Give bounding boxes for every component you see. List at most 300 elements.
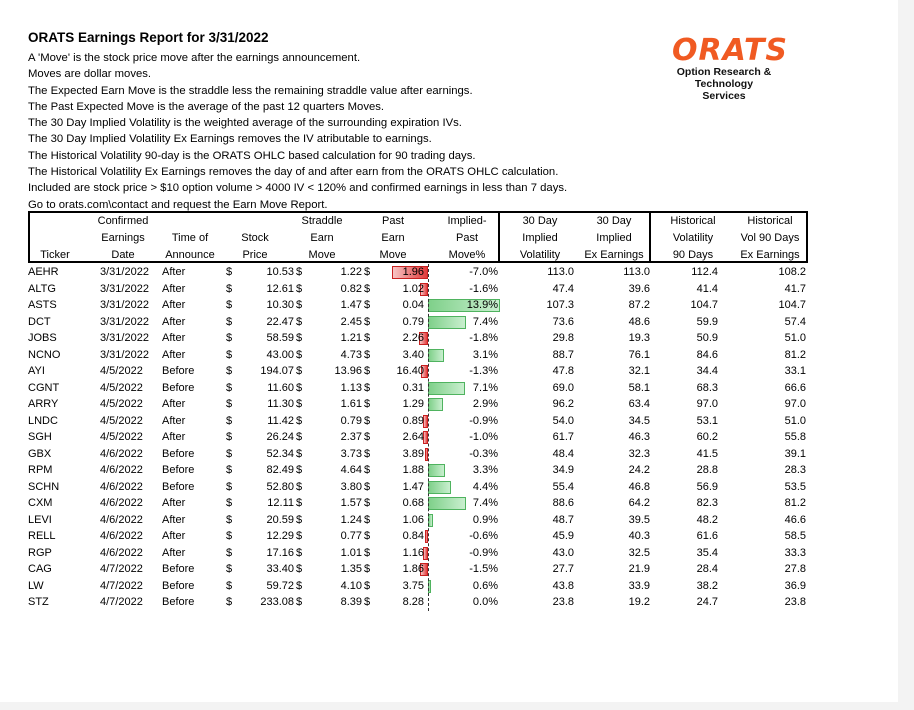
table-row	[28, 479, 810, 496]
cell-dollar2: $	[296, 282, 303, 295]
cell-implied-pct: 13.9%	[466, 299, 498, 311]
cell-dollar1: $	[226, 381, 233, 394]
cell-straddle: 1.57	[340, 497, 362, 509]
cell-past: 1.47	[402, 480, 424, 493]
cell-date: 4/6/2022	[100, 497, 143, 509]
note-line: Moves are dollar moves.	[28, 68, 152, 81]
cell-price: 52.80	[266, 480, 294, 493]
cell-price: 43.00	[266, 348, 294, 361]
cell-iv30ex: 46.8	[628, 480, 650, 493]
cell-time: After	[162, 546, 186, 559]
cell-iv30: 34.9	[552, 464, 574, 476]
cell-past: 16.40	[396, 365, 424, 377]
cell-time: After	[162, 266, 186, 278]
cell-dollar2: $	[296, 480, 303, 493]
cell-dollar2: $	[296, 513, 303, 526]
cell-implied-pct: 7.4%	[472, 315, 498, 328]
cell-dollar3: $	[364, 464, 371, 476]
cell-iv30ex: 32.3	[628, 447, 650, 460]
cell-ticker: AYI	[28, 365, 45, 377]
cell-implied-pct: -1.8%	[469, 332, 498, 344]
cell-straddle: 3.80	[340, 480, 362, 493]
cell-dollar2: $	[296, 332, 303, 344]
cell-dollar1: $	[226, 464, 233, 476]
cell-iv30: 88.7	[552, 348, 574, 361]
cell-date: 4/5/2022	[100, 431, 143, 443]
cell-hv90ex: 57.4	[784, 315, 806, 328]
cell-straddle: 0.82	[340, 282, 362, 295]
cell-date: 4/6/2022	[100, 546, 143, 559]
cell-implied-pct: 3.1%	[472, 348, 498, 361]
note-line: Go to orats.com\contact and request the Earn Move Report.	[28, 198, 328, 211]
cell-hv90ex: 104.7	[778, 299, 806, 311]
cell-iv30: 48.4	[552, 447, 574, 460]
cell-ticker: STZ	[28, 596, 49, 608]
cell-time: Before	[162, 596, 195, 608]
cell-ticker: ALTG	[28, 282, 56, 295]
cell-straddle: 1.22	[340, 266, 362, 278]
table-row	[28, 396, 810, 413]
cell-hv90: 59.9	[696, 315, 718, 328]
cell-past: 2.26	[402, 332, 424, 344]
cell-iv30: 54.0	[552, 414, 574, 427]
cell-time: After	[162, 497, 186, 509]
cell-dollar3: $	[364, 546, 371, 559]
cell-hv90ex: 36.9	[784, 579, 806, 592]
cell-straddle: 1.01	[340, 546, 362, 559]
cell-ticker: CAG	[28, 563, 52, 575]
cell-date: 3/31/2022	[100, 315, 149, 328]
cell-hv90: 28.8	[696, 464, 718, 476]
cell-dollar1: $	[226, 282, 233, 295]
zero-axis	[428, 264, 429, 611]
cell-time: After	[162, 398, 186, 410]
cell-hv90: 104.7	[690, 299, 718, 311]
cell-straddle: 1.13	[340, 381, 362, 394]
cell-price: 82.49	[266, 464, 294, 476]
cell-price: 59.72	[266, 579, 294, 592]
header-straddle: Straddle Earn Move	[301, 215, 343, 261]
header-iv30: 30 Day Implied Volatility	[519, 215, 561, 261]
cell-dollar3: $	[364, 563, 371, 575]
cell-iv30: 48.7	[552, 513, 574, 526]
cell-dollar2: $	[296, 579, 303, 592]
cell-hv90: 61.6	[696, 530, 718, 542]
cell-dollar1: $	[226, 398, 233, 410]
cell-implied-pct: -0.9%	[469, 546, 498, 559]
cell-iv30: 47.8	[552, 365, 574, 377]
cell-hv90: 28.4	[696, 563, 718, 575]
note-line: The 30 Day Implied Volatility is the weighted average of the surrounding expiration IVs.	[28, 117, 462, 130]
table-row	[28, 561, 810, 578]
cell-hv90: 50.9	[696, 332, 718, 344]
cell-time: Before	[162, 447, 195, 460]
cell-date: 4/6/2022	[100, 513, 143, 526]
cell-iv30: 47.4	[552, 282, 574, 295]
cell-dollar2: $	[296, 315, 303, 328]
cell-dollar3: $	[364, 266, 371, 278]
logo-line-1: Option Research &	[676, 66, 772, 78]
cell-dollar2: $	[296, 546, 303, 559]
cell-implied-pct: 0.6%	[472, 579, 498, 592]
cell-iv30ex: 39.6	[628, 282, 650, 295]
report-notes	[28, 50, 567, 213]
cell-price: 20.59	[266, 513, 294, 526]
cell-dollar1: $	[226, 348, 233, 361]
note-line: The Historical Volatility 90-day is the ORATS OHLC based calculation for 90 trading days.	[28, 149, 476, 162]
cell-time: After	[162, 332, 186, 344]
header-time: Time of Announce	[165, 232, 215, 261]
cell-price: 10.53	[266, 266, 294, 278]
cell-iv30: 107.3	[546, 299, 574, 311]
cell-iv30ex: 87.2	[628, 299, 650, 311]
cell-iv30ex: 34.5	[628, 414, 650, 427]
cell-time: After	[162, 315, 186, 328]
cell-dollar3: $	[364, 447, 371, 460]
cell-date: 4/5/2022	[100, 398, 143, 410]
cell-ticker: LW	[28, 579, 44, 592]
cell-iv30: 69.0	[552, 381, 574, 394]
cell-iv30ex: 58.1	[628, 381, 650, 394]
cell-hv90ex: 108.2	[778, 266, 806, 278]
cell-iv30: 45.9	[552, 530, 574, 542]
table-row	[28, 281, 810, 298]
cell-iv30ex: 19.3	[628, 332, 650, 344]
header-implied: Implied- Past Move%	[447, 215, 487, 261]
cell-dollar1: $	[226, 332, 233, 344]
cell-hv90ex: 41.7	[784, 282, 806, 295]
cell-past: 3.40	[402, 348, 424, 361]
header-ticker: Ticker	[40, 249, 70, 261]
cell-implied-pct: 4.4%	[472, 480, 498, 493]
report-title: ORATS Earnings Report for 3/31/2022	[28, 30, 269, 45]
cell-ticker: LEVI	[28, 513, 52, 526]
cell-implied-pct: 0.0%	[472, 596, 498, 608]
cell-straddle: 4.64	[340, 464, 362, 476]
cell-past: 3.75	[402, 579, 424, 592]
cell-hv90ex: 51.0	[784, 332, 806, 344]
cell-hv90: 53.1	[696, 414, 718, 427]
table-row	[28, 297, 810, 314]
cell-time: Before	[162, 480, 195, 493]
cell-price: 17.16	[266, 546, 294, 559]
cell-dollar3: $	[364, 530, 371, 542]
cell-ticker: LNDC	[28, 414, 58, 427]
cell-implied-pct: 7.1%	[472, 381, 498, 394]
table-row	[28, 446, 810, 463]
cell-past: 0.04	[402, 299, 424, 311]
cell-past: 1.86	[402, 563, 424, 575]
cell-date: 3/31/2022	[100, 332, 149, 344]
cell-past: 2.64	[402, 431, 424, 443]
cell-straddle: 13.96	[334, 365, 362, 377]
cell-dollar1: $	[226, 497, 233, 509]
cell-hv90: 35.4	[696, 546, 718, 559]
cell-iv30ex: 113.0	[623, 266, 650, 278]
cell-date: 3/31/2022	[100, 266, 149, 278]
cell-price: 11.60	[267, 381, 294, 394]
cell-dollar3: $	[364, 348, 371, 361]
table-row	[28, 429, 810, 446]
cell-hv90ex: 51.0	[784, 414, 806, 427]
note-line: The Historical Volatility Ex Earnings removes the day of and after earn from the ORATS OHLC calculation.	[28, 166, 559, 179]
cell-iv30: 29.8	[552, 332, 574, 344]
cell-price: 33.40	[266, 563, 294, 575]
cell-iv30: 73.6	[552, 315, 574, 328]
cell-hv90ex: 55.8	[784, 431, 806, 443]
cell-iv30ex: 63.4	[628, 398, 650, 410]
cell-hv90ex: 39.1	[784, 447, 806, 460]
table-row	[28, 545, 810, 562]
cell-dollar3: $	[364, 315, 371, 328]
cell-implied-pct: -1.6%	[469, 282, 498, 295]
cell-dollar2: $	[296, 365, 303, 377]
cell-dollar2: $	[296, 348, 303, 361]
cell-hv90: 82.3	[696, 497, 718, 509]
cell-past: 1.06	[402, 513, 424, 526]
cell-implied-pct: -1.3%	[469, 365, 498, 377]
cell-past: 3.89	[402, 447, 424, 460]
cell-ticker: SGH	[28, 431, 52, 443]
cell-price: 58.59	[266, 332, 294, 344]
table-row	[28, 462, 810, 479]
logo-line-2: Technology Services	[694, 78, 754, 102]
cell-hv90: 38.2	[696, 579, 718, 592]
cell-dollar2: $	[296, 447, 303, 460]
cell-dollar1: $	[226, 315, 233, 328]
cell-iv30: 23.8	[552, 596, 574, 608]
cell-date: 3/31/2022	[100, 348, 149, 361]
cell-iv30ex: 46.3	[628, 431, 650, 443]
cell-dollar3: $	[364, 299, 371, 311]
cell-past: 0.84	[402, 530, 424, 542]
cell-dollar2: $	[296, 530, 303, 542]
cell-ticker: AEHR	[28, 266, 59, 278]
cell-straddle: 1.47	[340, 299, 362, 311]
cell-past: 0.89	[402, 414, 424, 427]
cell-iv30: 96.2	[552, 398, 574, 410]
cell-date: 3/31/2022	[100, 282, 149, 295]
cell-ticker: GBX	[28, 447, 52, 460]
cell-dollar2: $	[296, 431, 303, 443]
table-row	[28, 347, 810, 364]
table-row	[28, 495, 810, 512]
cell-dollar3: $	[364, 332, 371, 344]
header-hv90ex: Historical Vol 90 Days Ex Earnings	[740, 215, 800, 261]
cell-dollar1: $	[226, 299, 233, 311]
cell-dollar1: $	[226, 596, 233, 608]
cell-dollar3: $	[364, 365, 371, 377]
table-row	[28, 528, 810, 545]
cell-hv90: 84.6	[696, 348, 718, 361]
cell-hv90ex: 97.0	[784, 398, 806, 410]
cell-hv90ex: 28.3	[784, 464, 806, 476]
cell-past: 1.02	[402, 282, 424, 295]
cell-dollar1: $	[226, 365, 233, 377]
cell-dollar1: $	[226, 447, 233, 460]
cell-price: 12.61	[266, 282, 294, 295]
cell-past: 0.79	[402, 315, 424, 328]
cell-dollar1: $	[226, 530, 233, 542]
cell-implied-pct: 3.3%	[472, 464, 498, 476]
implied-move-bar	[428, 398, 443, 411]
cell-hv90ex: 53.5	[784, 480, 806, 493]
cell-time: Before	[162, 579, 195, 592]
cell-price: 52.34	[266, 447, 294, 460]
cell-price: 194.07	[260, 365, 294, 377]
cell-dollar3: $	[364, 497, 371, 509]
cell-date: 4/7/2022	[100, 579, 143, 592]
cell-implied-pct: -7.0%	[469, 266, 498, 278]
cell-price: 11.42	[267, 414, 294, 427]
cell-price: 26.24	[266, 431, 294, 443]
cell-straddle: 0.77	[340, 530, 362, 542]
cell-hv90ex: 81.2	[784, 497, 806, 509]
implied-move-bar	[428, 481, 451, 494]
viewer-edge	[898, 0, 914, 710]
cell-dollar2: $	[296, 266, 303, 278]
cell-date: 3/31/2022	[100, 299, 149, 311]
cell-iv30: 88.6	[552, 497, 574, 509]
table-row	[28, 314, 810, 331]
note-line: The 30 Day Implied Volatility Ex Earnings removes the IV atributable to earnings.	[28, 133, 432, 146]
cell-iv30ex: 39.5	[628, 513, 650, 526]
cell-past: 1.16	[402, 546, 424, 559]
cell-straddle: 1.21	[340, 332, 362, 344]
table-row	[28, 380, 810, 397]
table-row	[28, 578, 810, 595]
cell-dollar3: $	[364, 398, 371, 410]
cell-hv90: 34.4	[696, 365, 718, 377]
header-hv90: Historical Volatility 90 Days	[670, 215, 716, 261]
cell-hv90: 41.5	[696, 447, 718, 460]
cell-iv30ex: 33.9	[628, 579, 650, 592]
cell-price: 12.11	[267, 497, 294, 509]
cell-hv90ex: 81.2	[784, 348, 806, 361]
cell-time: Before	[162, 563, 195, 575]
cell-price: 233.08	[260, 596, 294, 608]
cell-hv90: 97.0	[696, 398, 718, 410]
cell-date: 4/7/2022	[100, 596, 143, 608]
cell-dollar1: $	[226, 480, 233, 493]
cell-straddle: 4.73	[340, 348, 362, 361]
cell-ticker: JOBS	[28, 332, 57, 344]
cell-dollar3: $	[364, 513, 371, 526]
cell-time: Before	[162, 381, 195, 394]
cell-straddle: 1.35	[340, 563, 362, 575]
cell-hv90: 60.2	[696, 431, 718, 443]
cell-past: 1.29	[402, 398, 424, 410]
cell-implied-pct: 2.9%	[472, 398, 498, 410]
cell-dollar3: $	[364, 431, 371, 443]
cell-dollar3: $	[364, 480, 371, 493]
logo-mark: ORATS	[672, 33, 789, 68]
cell-date: 4/7/2022	[100, 563, 143, 575]
cell-dollar2: $	[296, 414, 303, 427]
cell-ticker: CGNT	[28, 381, 60, 394]
cell-dollar2: $	[296, 381, 303, 394]
cell-dollar1: $	[226, 431, 233, 443]
orats-logo	[672, 33, 789, 102]
cell-time: Before	[162, 365, 195, 377]
cell-implied-pct: -1.0%	[469, 431, 498, 443]
cell-dollar2: $	[296, 464, 303, 476]
cell-dollar1: $	[226, 513, 233, 526]
cell-date: 4/6/2022	[100, 464, 143, 476]
cell-implied-pct: -0.9%	[469, 414, 498, 427]
cell-straddle: 3.73	[340, 447, 362, 460]
cell-dollar1: $	[226, 266, 233, 278]
cell-implied-pct: 7.4%	[472, 497, 498, 509]
table-row	[28, 594, 810, 611]
cell-dollar2: $	[296, 398, 303, 410]
cell-time: Before	[162, 464, 195, 476]
table-row	[28, 330, 810, 347]
cell-ticker: CXM	[28, 497, 53, 509]
cell-straddle: 1.24	[340, 513, 362, 526]
cell-ticker: ARRY	[28, 398, 59, 410]
cell-hv90: 68.3	[696, 381, 718, 394]
cell-straddle: 4.10	[340, 579, 362, 592]
cell-iv30ex: 48.6	[628, 315, 650, 328]
table-header	[28, 211, 810, 263]
cell-dollar3: $	[364, 579, 371, 592]
cell-ticker: DCT	[28, 315, 51, 328]
viewer-edge-bottom	[0, 702, 914, 710]
cell-date: 4/6/2022	[100, 530, 143, 542]
cell-dollar3: $	[364, 381, 371, 394]
cell-iv30: 43.0	[552, 546, 574, 559]
cell-date: 4/6/2022	[100, 447, 143, 460]
cell-hv90: 112.4	[691, 266, 718, 278]
cell-date: 4/5/2022	[100, 414, 143, 427]
cell-time: After	[162, 513, 186, 526]
cell-ticker: SCHN	[28, 480, 60, 493]
cell-dollar1: $	[226, 546, 233, 559]
cell-iv30: 27.7	[552, 563, 574, 575]
cell-time: After	[162, 282, 186, 295]
cell-dollar1: $	[226, 414, 233, 427]
cell-price: 10.30	[266, 299, 294, 311]
cell-price: 12.29	[266, 530, 294, 542]
cell-iv30: 61.7	[552, 431, 574, 443]
header-date: Confirmed Earnings Date	[97, 215, 149, 261]
cell-date: 4/5/2022	[100, 381, 143, 394]
cell-price: 22.47	[266, 315, 294, 328]
cell-iv30: 113.0	[547, 266, 574, 278]
cell-time: After	[162, 348, 186, 361]
cell-dollar2: $	[296, 497, 303, 509]
cell-past: 0.68	[402, 497, 424, 509]
cell-hv90ex: 33.3	[784, 546, 806, 559]
cell-time: After	[162, 530, 186, 542]
cell-dollar1: $	[226, 579, 233, 592]
cell-iv30ex: 32.1	[628, 365, 650, 377]
cell-implied-pct: -0.3%	[469, 447, 498, 460]
cell-ticker: RELL	[28, 530, 56, 542]
cell-straddle: 2.45	[340, 315, 362, 328]
table-row	[28, 264, 810, 281]
header-price: Stock Price	[241, 232, 269, 261]
cell-implied-pct: -1.5%	[469, 563, 498, 575]
cell-hv90ex: 58.5	[784, 530, 806, 542]
cell-iv30ex: 64.2	[628, 497, 650, 509]
cell-date: 4/6/2022	[100, 480, 143, 493]
cell-date: 4/5/2022	[100, 365, 143, 377]
cell-hv90: 48.2	[696, 513, 718, 526]
cell-iv30ex: 24.2	[628, 464, 650, 476]
table-row	[28, 512, 810, 529]
